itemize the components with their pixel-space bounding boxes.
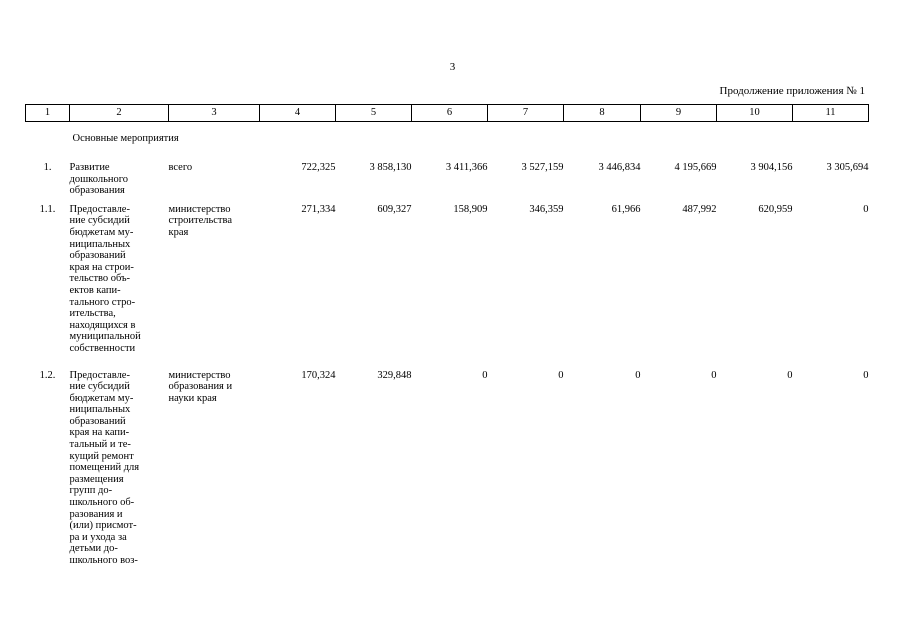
value-cell: 0 <box>635 369 641 381</box>
executor: всего <box>168 162 193 173</box>
column-header: 4 <box>260 105 336 122</box>
value-cell: 3 305,694 <box>826 162 869 173</box>
page-number: 3 <box>449 61 456 73</box>
value-cell: 271,334 <box>301 203 336 215</box>
measure-name: Развитие дошкольного образования <box>69 162 129 197</box>
value-cell: 329,848 <box>377 369 412 381</box>
column-header: 5 <box>336 105 412 122</box>
column-header: 2 <box>70 105 169 122</box>
value-cell: 722,325 <box>301 162 336 173</box>
table-row <box>26 197 869 363</box>
value-cell: 170,324 <box>301 369 336 381</box>
table-row <box>26 153 869 197</box>
value-cell: 0 <box>711 369 717 381</box>
column-header: 3 <box>169 105 260 122</box>
column-header: 10 <box>717 105 793 122</box>
budget-table <box>25 104 869 567</box>
value-cell: 0 <box>482 369 488 381</box>
column-header: 8 <box>564 105 641 122</box>
value-cell: 158,909 <box>453 203 488 215</box>
row-number: 1.1. <box>39 203 56 215</box>
value-cell: 3 527,159 <box>521 162 564 173</box>
table-row <box>26 363 869 567</box>
column-header: 6 <box>412 105 488 122</box>
value-cell: 346,359 <box>529 203 564 215</box>
value-cell: 487,992 <box>682 203 717 215</box>
value-cell: 3 858,130 <box>369 162 412 173</box>
executor: министерство образования и науки края <box>168 369 233 404</box>
value-cell: 61,966 <box>611 203 641 215</box>
value-cell: 0 <box>558 369 564 381</box>
section-row <box>26 122 869 154</box>
measure-name: Предоставле- ние субсидий бюджетам му- ниципальных образований края на строи- тельство объ- ектов капи- тального стро- ительства, находящихся в муниципальной собственности <box>69 203 141 354</box>
value-cell: 0 <box>787 369 793 381</box>
row-number: 1. <box>43 162 52 173</box>
column-header: 9 <box>641 105 717 122</box>
column-header: 7 <box>488 105 564 122</box>
column-header: 11 <box>793 105 869 122</box>
measure-name: Предоставле- ние субсидий бюджетам му- ниципальных образований края на капи- тальный и те- кущий ремонт помещений для размещения групп до- школьного об- разования и (или) присмот- ра и ухода за детьми до- школьного воз- <box>69 369 140 566</box>
section-title: Основные мероприятия <box>72 133 179 144</box>
header-row <box>26 105 869 122</box>
value-cell: 3 446,834 <box>598 162 641 173</box>
row-number: 1.2. <box>39 369 56 381</box>
value-cell: 3 411,366 <box>445 162 488 173</box>
value-cell: 4 195,669 <box>674 162 717 173</box>
value-cell: 620,959 <box>758 203 793 215</box>
value-cell: 3 904,156 <box>750 162 793 173</box>
value-cell: 0 <box>863 203 869 215</box>
value-cell: 0 <box>863 369 869 381</box>
value-cell: 609,327 <box>377 203 412 215</box>
column-header: 1 <box>26 105 70 122</box>
appendix-continuation-note: Продолжение приложения № 1 <box>719 85 865 97</box>
executor: министерство строительства края <box>168 203 233 238</box>
